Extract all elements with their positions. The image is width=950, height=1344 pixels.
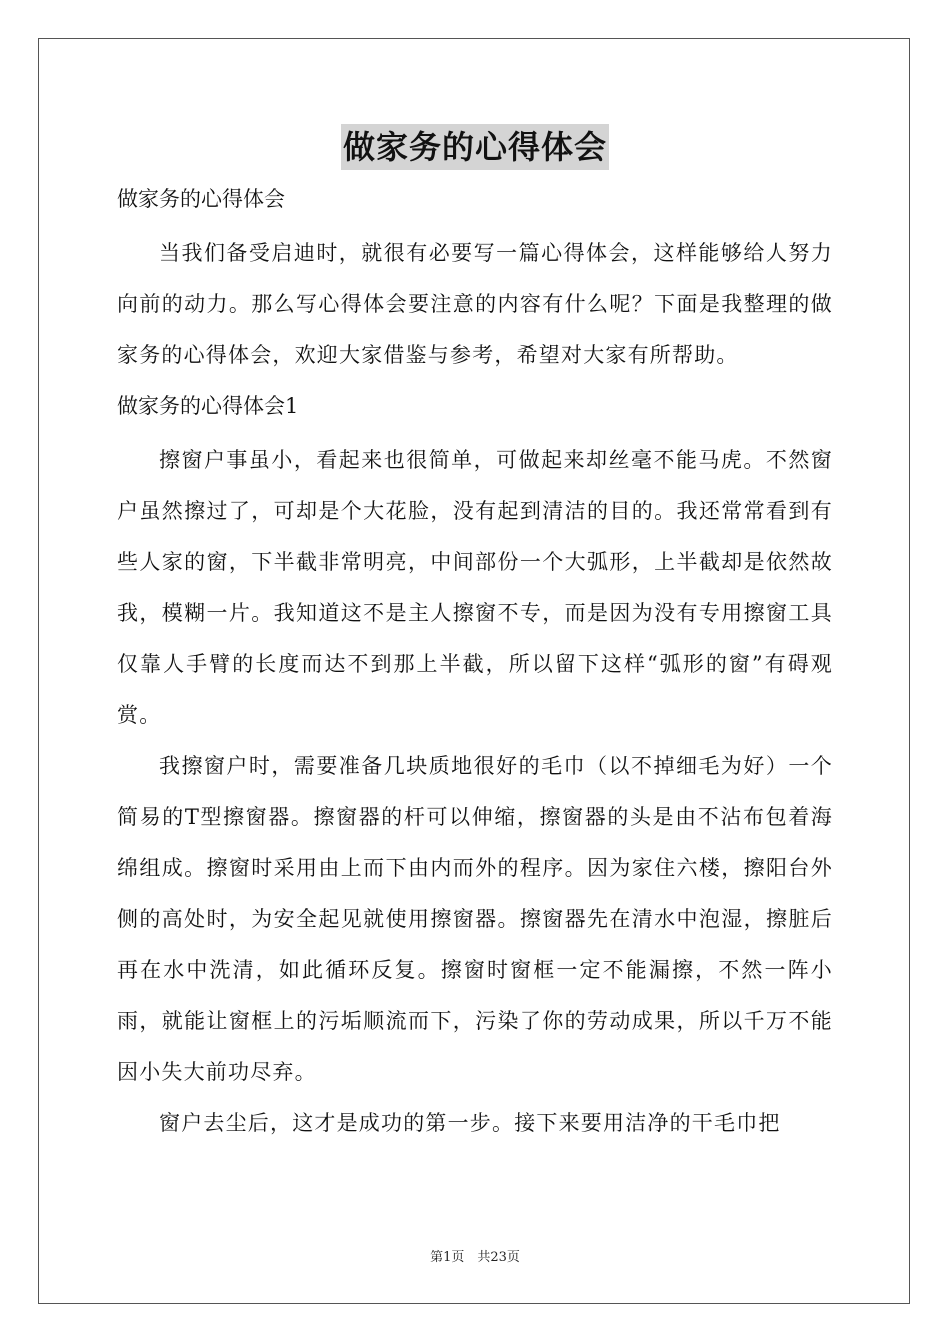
body-paragraph-1: 擦窗户事虽小，看起来也很简单，可做起来却丝毫不能马虎。不然窗户虽然擦过了，可却是个大花脸，没有起到清洁的目的。我还常常看到有些人家的窗，下半截非常明亮，中间部份一个大弧形，上半截却是依然故我，模糊一片。我知道这不是主人擦窗不专，而是因为没有专用擦窗工具仅靠人手臂的长度而达不到那上半截，所以留下这样“弧形的窗”有碍观赏。 [117,448,833,727]
title-container [0,124,950,170]
page-footer: 第1页 共23页 [430,1250,520,1265]
intro-paragraph: 当我们备受启迪时，就很有必要写一篇心得体会，这样能够给人努力向前的动力。那么写心得体会要注意的内容有什么呢？下面是我整理的做家务的心得体会，欢迎大家借鉴与参考，希望对大家有所帮助。 [117,241,833,367]
body-paragraph-2: 我擦窗户时，需要准备几块质地很好的毛巾（以不掉细毛为好）一个简易的T型擦窗器。擦窗器的杆可以伸缩，擦窗器的头是由不沾布包着海绵组成。擦窗时采用由上而下由内而外的程序。因为家住六楼，擦阳台外侧的高处时，为安全起见就使用擦窗器。擦窗器先在清水中泡湿，擦脏后再在水中洗清，如此循环反复。擦窗时窗框一定不能漏擦，不然一阵小雨，就能让窗框上的污垢顺流而下，污染了你的劳动成果，所以千万不能因小失大前功尽弃。 [117,754,833,1084]
document-body [117,176,833,1149]
body-paragraph-3: 窗户去尘后，这才是成功的第一步。接下来要用洁净的干毛巾把 [159,1111,781,1135]
section-heading: 做家务的心得体会1 [117,394,299,418]
document-subtitle: 做家务的心得体会 [117,187,285,211]
document-title: 做家务的心得体会 [341,124,609,170]
